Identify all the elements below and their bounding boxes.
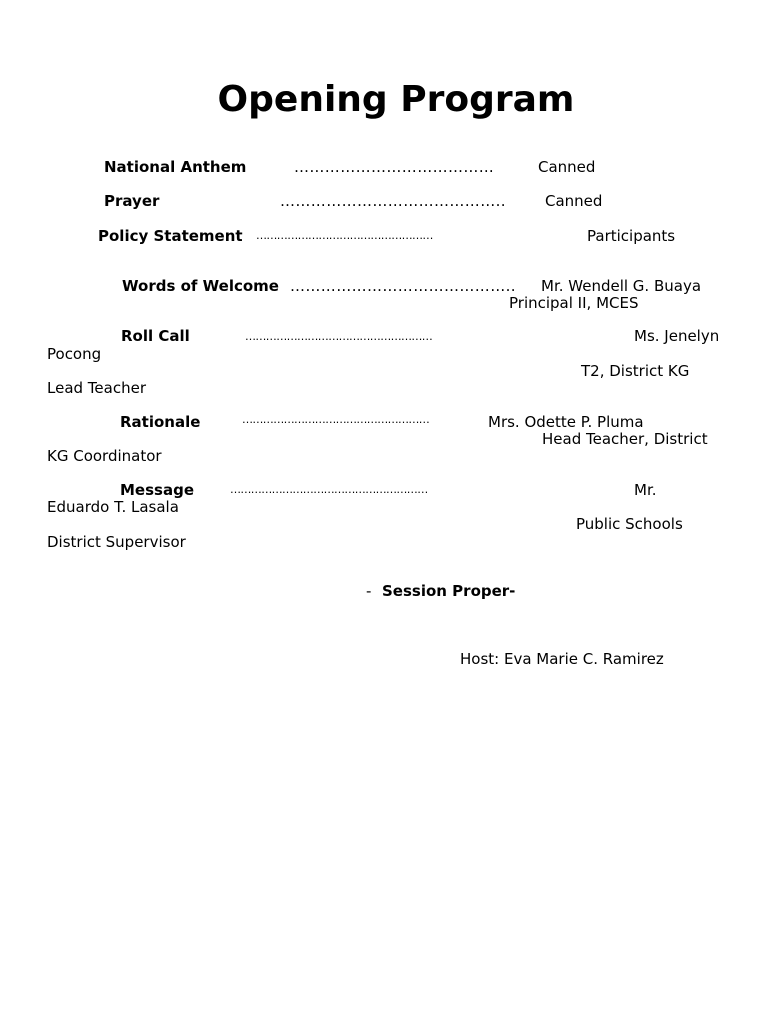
program-by-rationale-line3: KG Coordinator xyxy=(47,447,162,465)
program-by-prayer: Canned xyxy=(545,192,603,210)
dot-leader: ……………………………………………… xyxy=(242,413,430,426)
host-line: Host: Eva Marie C. Ramirez xyxy=(460,650,664,668)
program-by-message-line2: Eduardo T. Lasala xyxy=(47,498,179,516)
program-item-rationale: Rationale xyxy=(120,413,201,431)
program-by-words-of-welcome-title: Principal II, MCES xyxy=(509,294,639,312)
dot-leader: …………………………………….. xyxy=(280,192,506,210)
program-by-roll-call: Ms. Jenelyn xyxy=(634,327,720,345)
program-item-message: Message xyxy=(120,481,194,499)
program-by-roll-call-line2: Pocong xyxy=(47,345,102,363)
program-by-policy-statement: Participants xyxy=(587,227,676,245)
program-by-rationale: Mrs. Odette P. Pluma xyxy=(488,413,644,431)
dot-leader: …………………………………….. xyxy=(290,277,516,295)
program-by-roll-call-line3: T2, District KG xyxy=(581,362,690,380)
program-by-rationale-line2: Head Teacher, District xyxy=(542,430,708,448)
dot-leader: ………………………………………………… xyxy=(230,483,428,496)
program-item-prayer: Prayer xyxy=(104,192,160,210)
session-proper-heading: Session Proper- xyxy=(382,582,516,600)
dot-leader: …………………………………………… xyxy=(256,229,433,242)
program-item-words-of-welcome: Words of Welcome xyxy=(122,277,279,295)
program-item-roll-call: Roll Call xyxy=(121,327,190,345)
program-by-message: Mr. xyxy=(634,481,657,499)
dot-leader: ……………………………………………… xyxy=(245,330,433,343)
dot-leader: ………………………………… xyxy=(294,158,495,176)
program-by-message-line4: District Supervisor xyxy=(47,533,186,551)
program-by-message-line3: Public Schools xyxy=(576,515,683,533)
program-item-national-anthem: National Anthem xyxy=(104,158,247,176)
program-by-national-anthem: Canned xyxy=(538,158,596,176)
program-item-policy-statement: Policy Statement xyxy=(98,227,243,245)
program-by-roll-call-line4: Lead Teacher xyxy=(47,379,146,397)
session-dash: - xyxy=(366,582,372,600)
program-by-words-of-welcome: Mr. Wendell G. Buaya xyxy=(541,277,702,295)
page-title: Opening Program xyxy=(217,79,575,120)
